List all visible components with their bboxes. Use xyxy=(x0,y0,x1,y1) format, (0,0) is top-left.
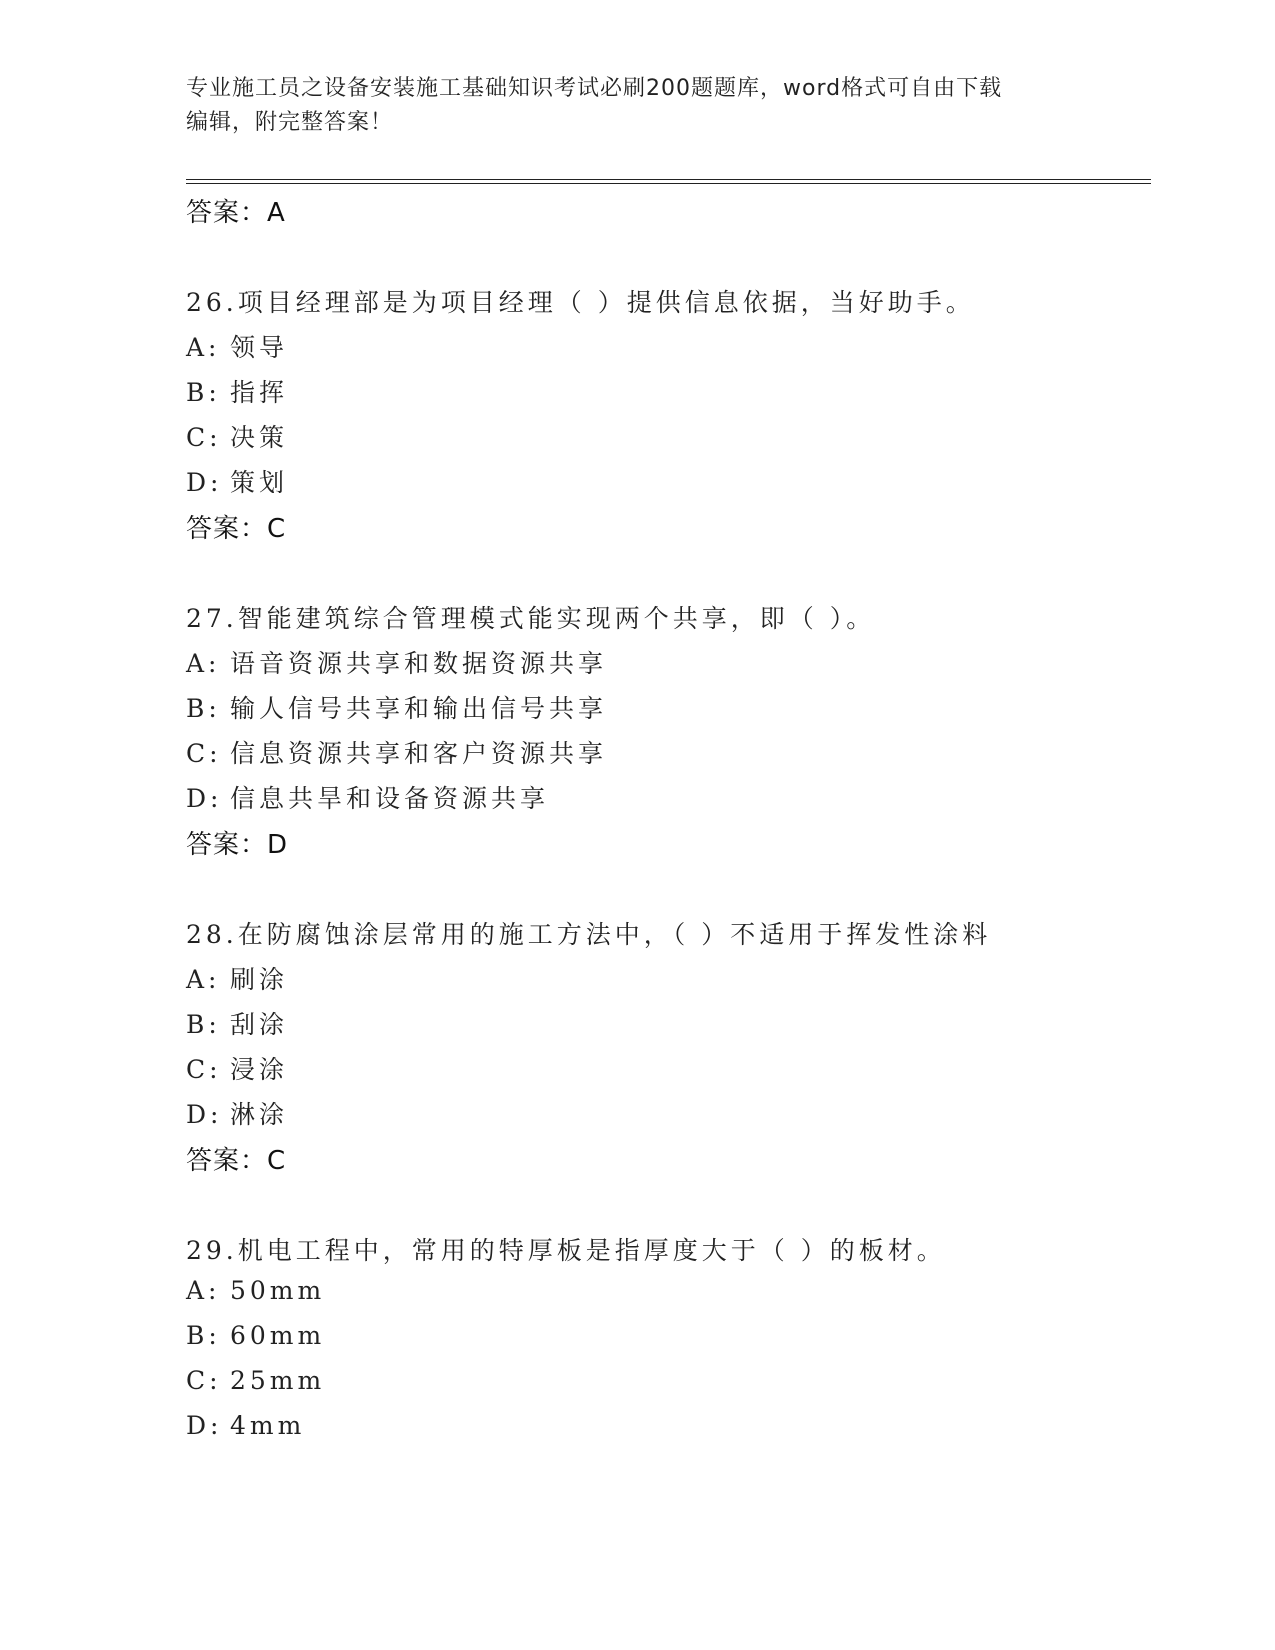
option-text: 刷涂 xyxy=(230,965,289,994)
header-line-1: 专业施工员之设备安装施工基础知识考试必刷200题题库，word格式可自由下载 xyxy=(186,76,1003,101)
option-label: D: xyxy=(186,784,223,813)
option-text: 策划 xyxy=(230,468,289,497)
option-label: A: xyxy=(186,1276,221,1305)
question-29-option-d xyxy=(186,1411,305,1440)
document-header xyxy=(186,72,1086,140)
question-26-option-c xyxy=(186,418,288,454)
question-29-stem: 29.机电工程中，常用的特厚板是指厚度大于（ ）的板材。 xyxy=(186,1236,946,1265)
option-text: 刮涂 xyxy=(230,1010,289,1039)
question-28-option-a xyxy=(186,960,288,996)
option-text: 4mm xyxy=(230,1411,306,1440)
answer-27: 答案：D xyxy=(186,830,289,860)
option-label: D: xyxy=(186,1411,223,1440)
question-28-option-b xyxy=(186,1005,288,1041)
header-divider-bottom xyxy=(186,183,1151,184)
question-29-option-b xyxy=(186,1321,325,1350)
option-text: 淋涂 xyxy=(230,1100,289,1129)
question-28-option-d xyxy=(186,1095,288,1131)
option-label: C: xyxy=(186,423,222,452)
answer-25: 答案：A xyxy=(186,198,286,228)
option-text: 指挥 xyxy=(230,378,289,407)
option-label: B: xyxy=(186,378,221,407)
question-29-option-c xyxy=(186,1366,325,1395)
option-text: 领导 xyxy=(230,333,289,362)
option-text: 决策 xyxy=(230,423,289,452)
question-26-option-b xyxy=(186,373,288,409)
question-27-option-b xyxy=(186,689,607,725)
option-label: B: xyxy=(186,1321,221,1350)
option-label: C: xyxy=(186,1366,222,1395)
option-text: 信息资源共享和客户资源共享 xyxy=(230,739,608,768)
header-line-2: 编辑，附完整答案！ xyxy=(186,110,394,135)
question-27-stem: 27.智能建筑综合管理模式能实现两个共享，即（ ）。 xyxy=(186,604,876,633)
option-text: 浸涂 xyxy=(230,1055,289,1084)
option-label: C: xyxy=(186,739,222,768)
option-label: D: xyxy=(186,468,223,497)
question-29-option-a xyxy=(186,1276,325,1305)
question-26-option-a xyxy=(186,328,288,364)
question-28-stem: 28.在防腐蚀涂层常用的施工方法中，（ ）不适用于挥发性涂料 xyxy=(186,920,992,949)
option-label: A: xyxy=(186,333,221,362)
option-label: A: xyxy=(186,649,221,678)
option-text: 语音资源共享和数据资源共享 xyxy=(230,649,608,678)
question-27-option-d xyxy=(186,779,549,815)
option-text: 60mm xyxy=(230,1321,326,1350)
option-text: 输人信号共享和输出信号共享 xyxy=(230,694,608,723)
question-27-option-c xyxy=(186,734,607,770)
option-label: B: xyxy=(186,1010,221,1039)
option-text: 50mm xyxy=(230,1276,326,1305)
answer-28: 答案：C xyxy=(186,1146,287,1176)
option-text: 25mm xyxy=(230,1366,326,1395)
option-text: 信息共旱和设备资源共享 xyxy=(230,784,550,813)
option-label: D: xyxy=(186,1100,223,1129)
header-divider-top xyxy=(186,179,1151,180)
question-26-stem: 26.项目经理部是为项目经理（ ）提供信息依据，当好助手。 xyxy=(186,288,975,317)
option-label: A: xyxy=(186,965,221,994)
option-label: B: xyxy=(186,694,221,723)
question-28-option-c xyxy=(186,1050,288,1086)
answer-26: 答案：C xyxy=(186,514,287,544)
question-27-option-a xyxy=(186,644,607,680)
option-label: C: xyxy=(186,1055,222,1084)
question-26-option-d xyxy=(186,463,288,499)
